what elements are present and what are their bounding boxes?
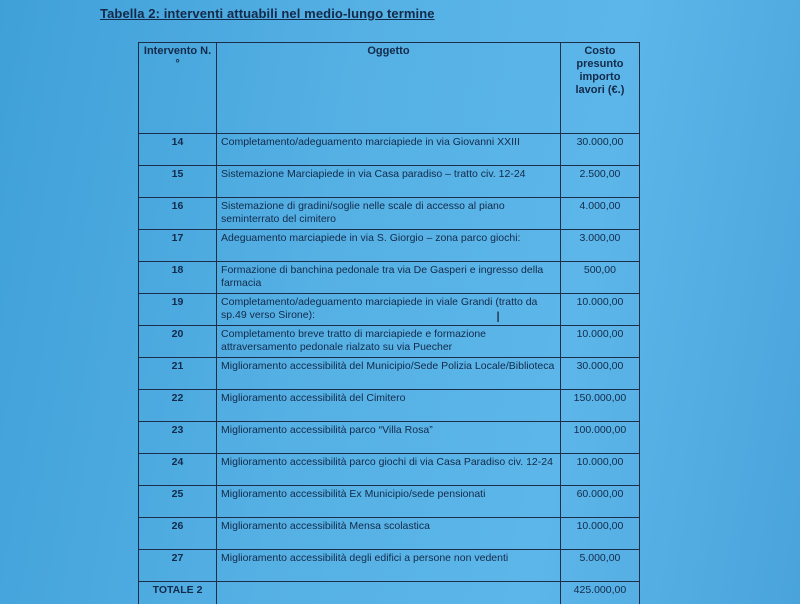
row-number: 23 (139, 422, 217, 454)
row-number: 20 (139, 326, 217, 358)
row-number: 26 (139, 518, 217, 550)
table-row (139, 198, 640, 230)
row-oggetto: Completamento/adeguamento marciapiede in viale Grandi (tratto da sp.49 verso Sirone): (217, 294, 561, 326)
row-number: 19 (139, 294, 217, 326)
row-number: 25 (139, 486, 217, 518)
row-oggetto: Sistemazione Marciapiede in via Casa paradiso – tratto civ. 12-24 (217, 166, 561, 198)
total-row (139, 582, 640, 604)
table-row (139, 326, 640, 358)
row-costo: 100.000,00 (560, 422, 639, 454)
row-costo: 500,00 (560, 262, 639, 294)
row-oggetto: Miglioramento accessibilità parco giochi di via Casa Paradiso civ. 12-24 (217, 454, 561, 486)
table-row (139, 262, 640, 294)
table-header-row (139, 43, 640, 134)
row-costo: 30.000,00 (560, 134, 639, 166)
table-row (139, 422, 640, 454)
row-costo: 30.000,00 (560, 358, 639, 390)
row-oggetto: Miglioramento accessibilità parco “Villa Rosa” (217, 422, 561, 454)
table-row (139, 166, 640, 198)
header-intervento: Intervento N.° (139, 43, 217, 134)
row-costo: 10.000,00 (560, 326, 639, 358)
row-oggetto: Miglioramento accessibilità Ex Municipio/sede pensionati (217, 486, 561, 518)
total-value: 425.000,00 (560, 582, 639, 604)
row-number: 15 (139, 166, 217, 198)
total-empty-cell (217, 582, 561, 604)
row-oggetto: Miglioramento accessibilità degli edifici a persone non vedenti (217, 550, 561, 582)
table-row (139, 358, 640, 390)
row-costo: 150.000,00 (560, 390, 639, 422)
table-row (139, 550, 640, 582)
table-row (139, 294, 640, 326)
row-costo: 10.000,00 (560, 294, 639, 326)
row-oggetto: Adeguamento marciapiede in via S. Giorgio – zona parco giochi: (217, 230, 561, 262)
table-title: Tabella 2: interventi attuabili nel medio-lungo termine (100, 6, 435, 21)
row-oggetto: Miglioramento accessibilità del Cimitero (217, 390, 561, 422)
row-number: 17 (139, 230, 217, 262)
row-number: 18 (139, 262, 217, 294)
row-costo: 60.000,00 (560, 486, 639, 518)
row-number: 21 (139, 358, 217, 390)
table-row (139, 454, 640, 486)
row-number: 16 (139, 198, 217, 230)
row-number: 14 (139, 134, 217, 166)
row-oggetto: Sistemazione di gradini/soglie nelle scale di accesso al piano seminterrato del cimitero (217, 198, 561, 230)
row-costo: 5.000,00 (560, 550, 639, 582)
table-row (139, 390, 640, 422)
row-number: 27 (139, 550, 217, 582)
text-cursor-icon: I (496, 310, 501, 326)
row-costo: 2.500,00 (560, 166, 639, 198)
table-row (139, 134, 640, 166)
row-oggetto: Completamento/adeguamento marciapiede in via Giovanni XXIII (217, 134, 561, 166)
row-costo: 3.000,00 (560, 230, 639, 262)
total-label: TOTALE 2 (139, 582, 217, 604)
row-oggetto: Completamento breve tratto di marciapiede e formazione attraversamento pedonale rialzato su via Puecher (217, 326, 561, 358)
table-row (139, 518, 640, 550)
header-costo: Costo presunto importo lavori (€.) (560, 43, 639, 134)
table-row (139, 486, 640, 518)
row-costo: 10.000,00 (560, 518, 639, 550)
row-oggetto: Miglioramento accessibilità del Municipio/Sede Polizia Locale/Biblioteca (217, 358, 561, 390)
row-oggetto: Formazione di banchina pedonale tra via De Gasperi e ingresso della farmacia (217, 262, 561, 294)
row-number: 24 (139, 454, 217, 486)
header-oggetto: Oggetto (217, 43, 561, 134)
row-oggetto: Miglioramento accessibilità Mensa scolastica (217, 518, 561, 550)
table-body (139, 134, 640, 604)
row-costo: 10.000,00 (560, 454, 639, 486)
row-costo: 4.000,00 (560, 198, 639, 230)
row-number: 22 (139, 390, 217, 422)
table-row (139, 230, 640, 262)
interventions-table (138, 42, 640, 604)
